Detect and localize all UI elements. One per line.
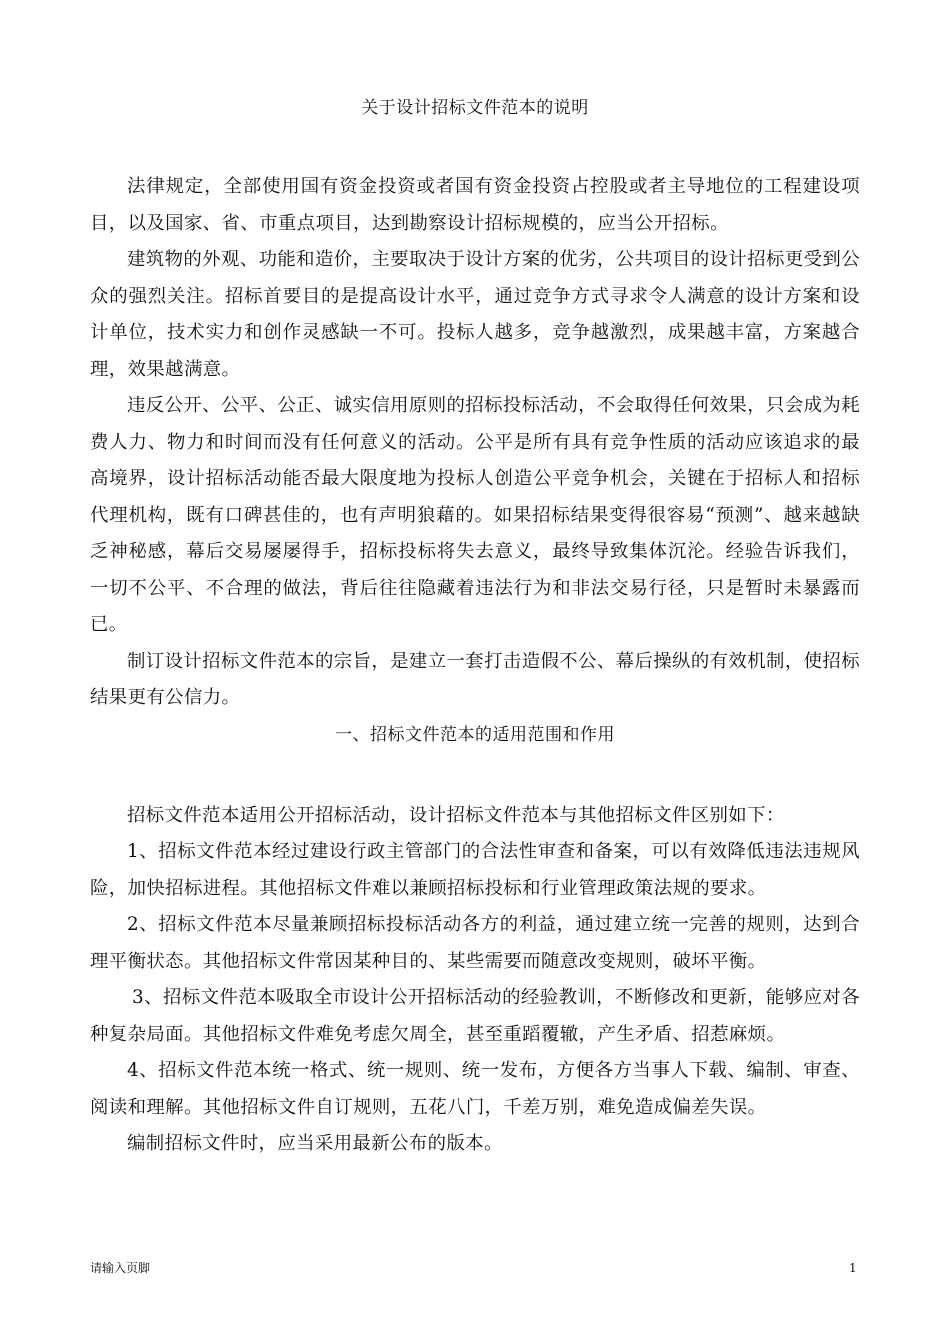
document-body: [90, 169, 860, 1163]
paragraph-scope-intro: 招标文件范本适用公开招标活动，设计招标文件范本与其他招标文件区别如下：: [127, 804, 785, 826]
paragraph-point-2: 2、招标文件范本尽量兼顾招标投标活动各方的利益，通过建立统一完善的规则，达到合理平衡状态。其他招标文件常因某种目的、某些需要而随意改变规则，破坏平衡。: [90, 914, 860, 972]
paragraph-closing: 编制招标文件时，应当采用最新公布的版本。: [127, 1133, 503, 1154]
footer-text: 请输入页脚: [90, 1261, 151, 1275]
paragraph-fairness: 违反公开、公平、公正、诚实信用原则的招标投标活动，不会取得任何效果，只会成为耗费人力、物力和时间而没有任何意义的活动。公平是所有具有竞争性质的活动应该追求的最高境界，设计招标活动能否最大限度地为投标人创造公平竞争机会，关键在于招标人和招标代理机构，既有口碑甚佳的，也有声明狼藉的。如果招标结果变得很容易“预测”、越来越缺乏神秘感，幕后交易屡屡得手，招标投标将失去意义，最终导致集体沉沦。经验告诉我们，一切不公平、不合理的做法，背后往往隐藏着违法行为和非法交易行径，只是暂时未暴露而已。: [90, 395, 860, 635]
paragraph-legal-requirement: 法律规定，全部使用国有资金投资或者国有资金投资占控股或者主导地位的工程建设项目，以及国家、省、市重点项目，达到勘察设计招标规模的，应当公开招标。: [90, 176, 860, 234]
paragraph-design-importance: 建筑物的外观、功能和造价，主要取决于设计方案的优劣，公共项目的设计招标更受到公众的强烈关注。招标首要目的是提高设计水平，通过竞争方式寻求令人满意的设计方案和设计单位，技术实力和创作灵感缺一不可。投标人越多，竞争越激烈，成果越丰富，方案越合理，效果越满意。: [90, 249, 860, 380]
section-spacer: [90, 753, 860, 798]
paragraph-point-3: 3、招标文件范本吸取全市设计公开招标活动的经验教训，不断修改和更新，能够应对各种复杂局面。其他招标文件难免考虑欠周全，甚至重蹈覆辙，产生矛盾、招惹麻烦。: [90, 987, 860, 1045]
document-title: 关于设计招标文件范本的说明: [361, 98, 589, 118]
page-number: 1: [849, 1261, 857, 1275]
paragraph-point-1: 1、招标文件范本经过建设行政主管部门的合法性审查和备案，可以有效降低违法违规风险，加快招标进程。其他招标文件难以兼顾招标投标和行业管理政策法规的要求。: [90, 841, 860, 899]
paragraph-point-4: 4、招标文件范本统一格式、统一规则、统一发布，方便各方当事人下载、编制、审查、阅读和理解。其他招标文件自订规则，五花八门，千差万别，难免造成偏差失误。: [90, 1060, 860, 1118]
paragraph-purpose: 制订设计招标文件范本的宗旨，是建立一套打击造假不公、幕后操纵的有效机制，使招标结果更有公信力。: [90, 650, 860, 708]
section-heading: 一、招标文件范本的适用范围和作用: [335, 724, 615, 745]
